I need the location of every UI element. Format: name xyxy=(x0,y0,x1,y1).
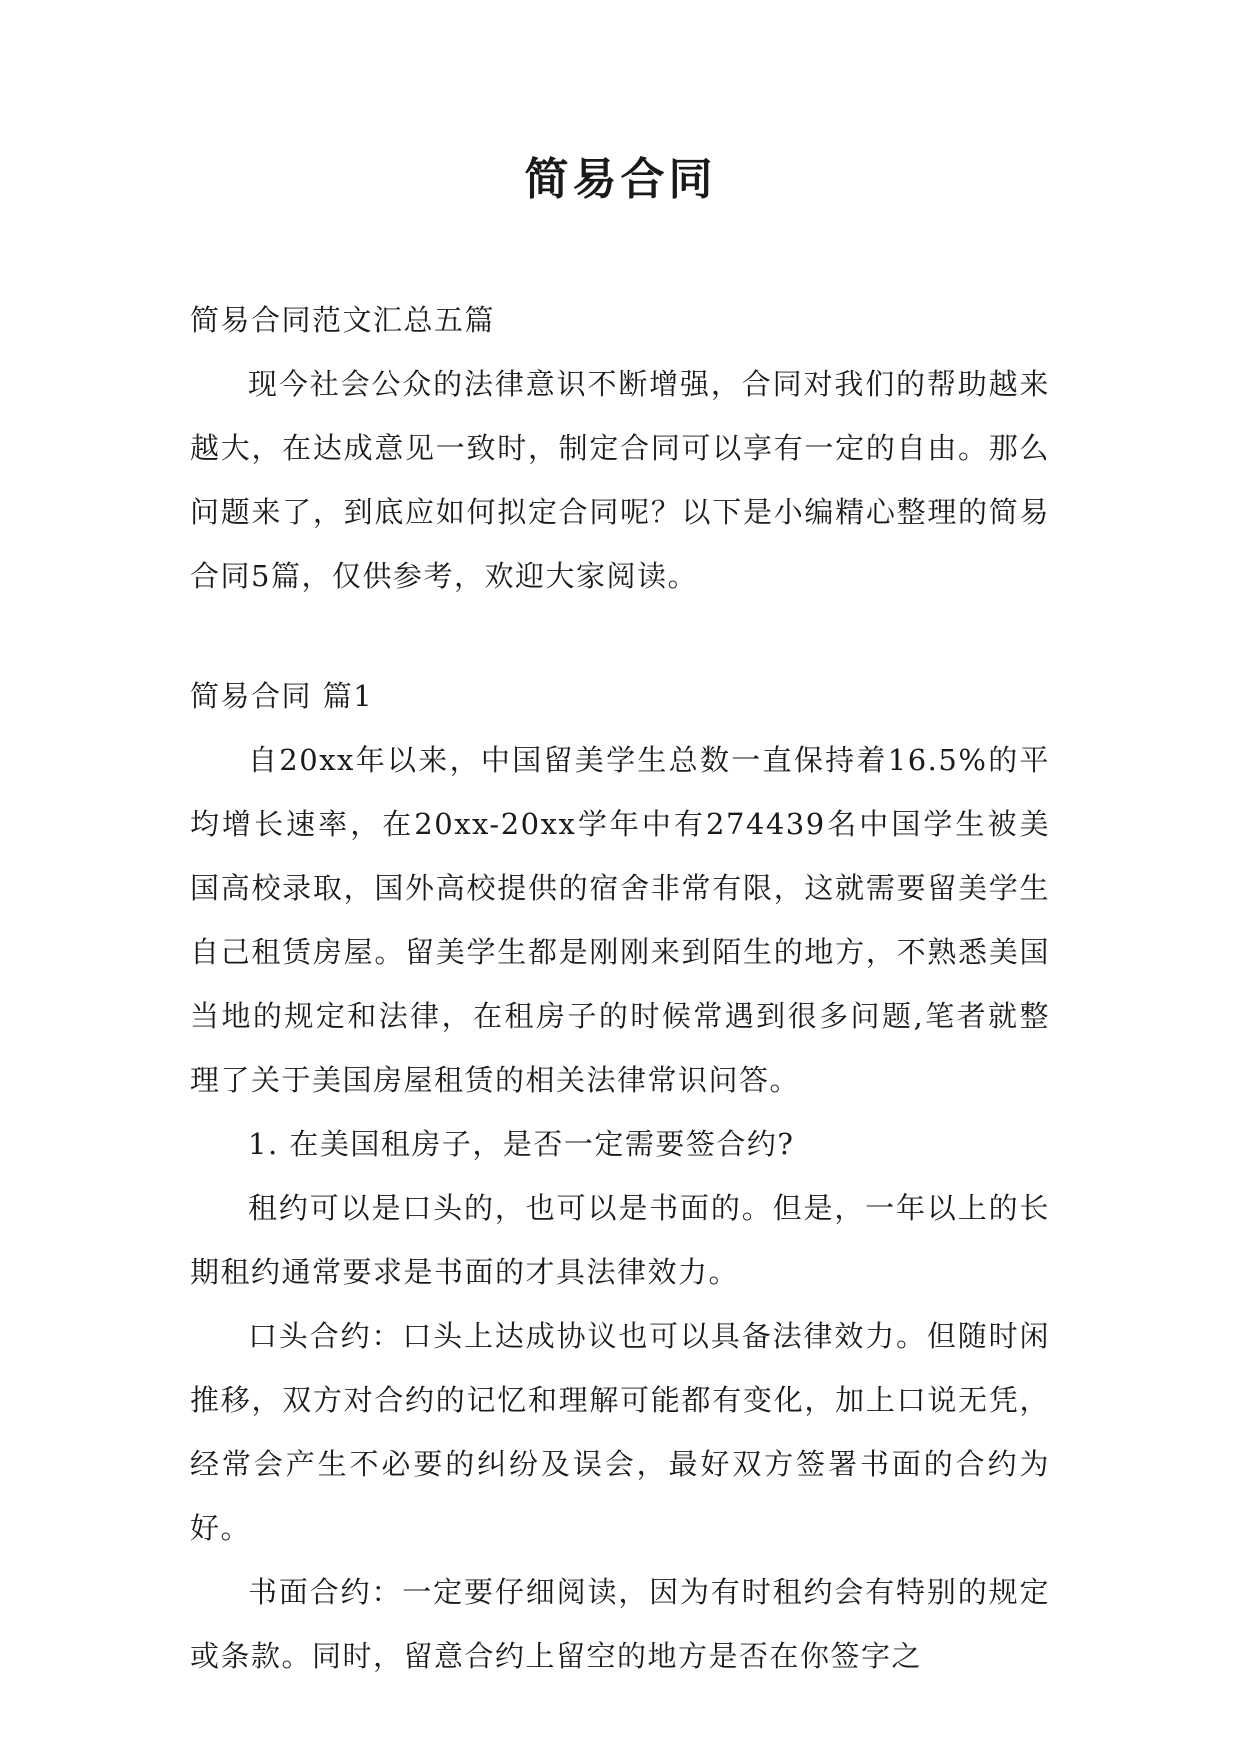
question-item: 1. 在美国租房子，是否一定需要签合约? xyxy=(248,1127,795,1161)
document-body xyxy=(190,288,1050,1688)
body-paragraph: 租约可以是口头的，也可以是书面的。但是，一年以上的长期租约通常要求是书面的才具法律效力。 xyxy=(190,1191,1050,1289)
body-paragraph: 书面合约：一定要仔细阅读，因为有时租约会有特别的规定或条款。同时，留意合约上留空的地方是否在你签字之 xyxy=(190,1575,1050,1673)
document-subtitle: 简易合同范文汇总五篇 xyxy=(190,303,496,337)
document-title: 简易合同 xyxy=(524,154,717,205)
intro-paragraph: 现今社会公众的法律意识不断增强，合同对我们的帮助越来越大，在达成意见一致时，制定合同可以享有一定的自由。那么问题来了，到底应如何拟定合同呢？以下是小编精心整理的简易合同5篇，仅供参考，欢迎大家阅读。 xyxy=(190,367,1050,593)
body-paragraph: 口头合约：口头上达成协议也可以具备法律效力。但随时闲推移，双方对合约的记忆和理解可能都有变化，加上口说无凭，经常会产生不必要的纠纷及误会，最好双方签署书面的合约为好。 xyxy=(190,1319,1050,1545)
section-spacer xyxy=(190,608,1050,664)
section-heading: 简易合同 篇1 xyxy=(190,679,374,713)
body-paragraph: 自20xx年以来，中国留美学生总数一直保持着16.5%的平均增长速率，在20xx-20xx学年中有274439名中国学生被美国高校录取，国外高校提供的宿舍非常有限，这就需要留美学生自己租赁房屋。留美学生都是刚刚来到陌生的地方，不熟悉美国当地的规定和法律，在租房子的时候常遇到很多问题,笔者就整理了关于美国房屋租赁的相关法律常识问答。 xyxy=(190,743,1050,1097)
